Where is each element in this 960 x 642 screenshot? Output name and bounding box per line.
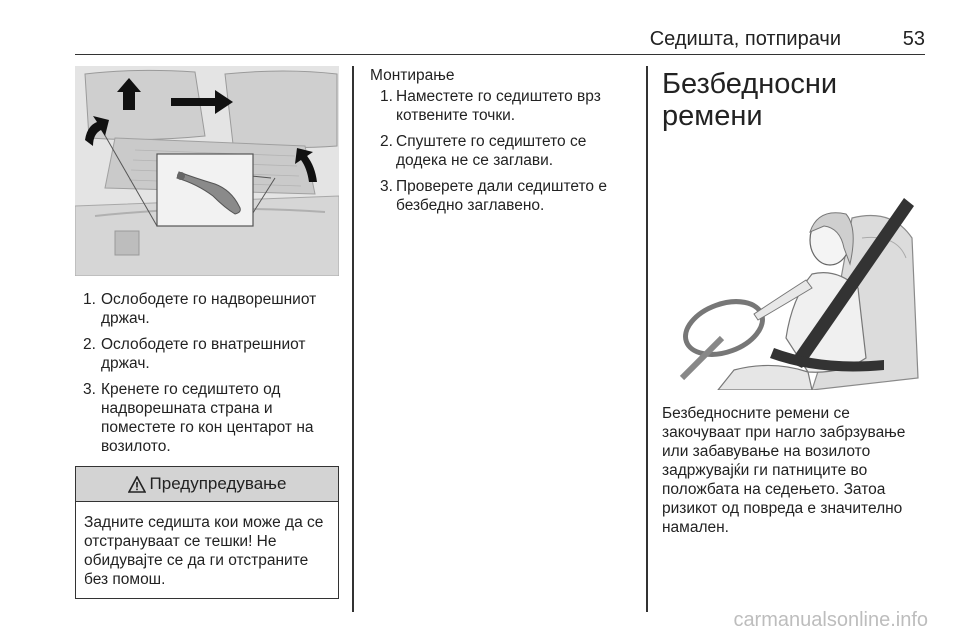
- list-item: 2. Ослободете го внатрешниот држач.: [83, 336, 306, 372]
- middle-column: [370, 66, 632, 222]
- seat-removal-illustration: [75, 66, 339, 276]
- column-divider: [646, 66, 648, 612]
- seatbelt-illustration: [662, 178, 926, 390]
- list-item: 2. Спуштете го седиштето се додека не се заглави.: [380, 133, 587, 169]
- seatbelt-paragraph: Безбедносните ремени се закочуваат при нагло забрзување или забавување на возилото задржувајќи ги патниците во положбата на седењето. Затоа ризикот од повреда е значително намален.: [662, 405, 906, 536]
- warning-triangle-icon: [128, 476, 146, 493]
- warning-box: [75, 466, 339, 599]
- list-item: 3. Проверете дали седиштето е безбедно заглавено.: [380, 178, 607, 214]
- subsection-title: Монтирање: [370, 67, 455, 84]
- left-column: [75, 66, 339, 599]
- page-number: 53: [902, 28, 925, 50]
- column-divider: [352, 66, 354, 612]
- section-title: Безбедносни ремени: [662, 68, 838, 132]
- list-item: 1. Ослободете го надворешниот држач.: [83, 291, 317, 327]
- list-item: 1. Наместете го седиштето врз котвените точки.: [380, 88, 601, 124]
- removal-steps: [75, 290, 339, 456]
- installation-steps: [370, 87, 632, 215]
- watermark: carmanualsonline.info: [733, 609, 928, 631]
- list-item: 3. Кренете го седиштето од надворешната страна и поместете го кон центарот на возилото.: [83, 381, 314, 455]
- page-header: [75, 24, 925, 55]
- warning-header: [76, 467, 338, 502]
- warning-title: Предупредување: [149, 474, 287, 493]
- warning-text: Задните седишта кои може да се отстрануваат се тешки! Не обидувајте се да ги отстраните без помош.: [84, 514, 324, 588]
- right-column: [662, 66, 926, 537]
- header-title: Седишта, потпирачи: [649, 28, 841, 50]
